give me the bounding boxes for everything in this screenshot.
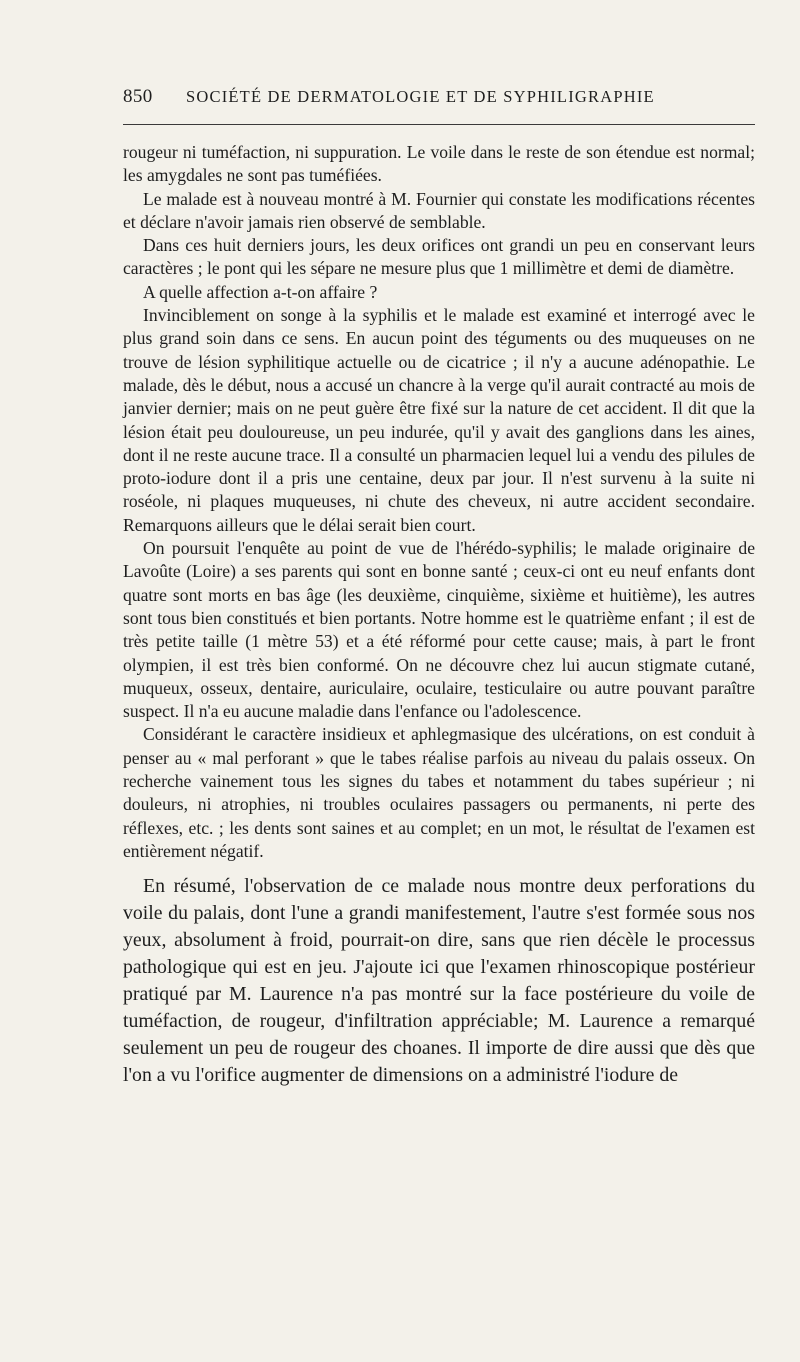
paragraph: A quelle affection a-t-on affaire ? bbox=[143, 281, 378, 302]
paragraph: Considérant le caractère insidieux et aphlegmasique des ulcérations, on est conduit à penser au « mal perforant » que le tabes réalise parfois au niveau du palais osseux. On recherche vainement tous les signes du tabes et notamment du tabes supérieur ; ni douleurs, ni atrophies, ni troubles oculaires passagers ou permanents, ni perte des réflexes, etc. ; les dents sont saines et au complet; en un mot, le résultat de l'examen est entièrement négatif. bbox=[123, 724, 755, 861]
paragraph: Le malade est à nouveau montré à M. Fournier qui constate les modifications récentes et déclare n'avoir jamais rien observé de semblable. bbox=[123, 188, 755, 232]
running-head bbox=[123, 86, 755, 108]
page-number: 850 bbox=[123, 86, 153, 107]
journal-title: SOCIÉTÉ DE DERMATOLOGIE ET DE SYPHILIGRAPHIE bbox=[186, 87, 655, 106]
paragraph: Dans ces huit derniers jours, les deux orifices ont grandi un peu en conservant leurs caractères ; le pont qui les sépare ne mesure plus que 1 millimètre et demi de diamètre. bbox=[123, 235, 755, 279]
paragraph: Invinciblement on songe à la syphilis et le malade est examiné et interrogé avec le plus grand soin dans ce sens. En aucun point des téguments ou des muqueuses on ne trouve de lésion syphilitique actuelle ou de cicatrice ; il n'y a aucune adénopathie. Le malade, dès le début, nous a accusé un chancre à la verge qu'il aurait contracté au mois de janvier dernier; mais on ne peut guère être fixé sur la nature de cet accident. Il dit que la lésion était peu douloureuse, un peu indurée, qu'il y avait des ganglions dans les aines, dont il ne reste aucune trace. Il a consulté un pharmacien lequel lui a vendu des pilules de proto-iodure dont il a pris une centaine, deux par jour. Il n'est survenu à la suite ni roséole, ni plaques muqueuses, ni chute des cheveux, ni autre accident secondaire. Remarquons ailleurs que le délai serait bien court. bbox=[123, 305, 755, 535]
paragraph-summary: En résumé, l'observation de ce malade nous montre deux perforations du voile du palais, dont l'une a grandi manifestement, l'autre s'est formée sous nos yeux, absolument à froid, pourrait-on dire, sans que rien décèle le processus pathologique qui est en jeu. J'ajoute ici que l'examen rhinoscopique postérieur pratiqué par M. Laurence n'a pas montré sur la face postérieure du voile de tuméfaction, de rougeur, d'infiltration appréciable; M. Laurence a remarqué seulement un peu de rougeur des choanes. Il importe de dire aussi que dès que l'on a vu l'orifice augmenter de dimensions on a administré l'iodure de bbox=[123, 875, 755, 1086]
paragraph: rougeur ni tuméfaction, ni suppuration. Le voile dans le reste de son étendue est normal; les amygdales ne sont pas tuméfiées. bbox=[123, 142, 755, 186]
paragraph: On poursuit l'enquête au point de vue de l'hérédo-syphilis; le malade originaire de Lavoûte (Loire) a ses parents qui sont en bonne santé ; ceux-ci ont eu neuf enfants dont quatre sont morts en bas âge (les deuxième, cinquième, sixième et huitième), les autres sont tous bien constitués et bien portants. Notre homme est le quatrième enfant ; il est de très petite taille (1 mètre 53) et a été réformé pour cette cause; mais, à part le front olympien, il est très bien conformé. On ne découvre chez lui aucun stigmate cutané, muqueux, osseux, dentaire, auriculaire, oculaire, testiculaire ou autre pouvant paraître suspect. Il n'a eu aucune maladie dans l'enfance ou l'adolescence. bbox=[123, 538, 755, 722]
header-rule bbox=[123, 124, 755, 125]
document-page bbox=[123, 0, 755, 1362]
body-text bbox=[123, 141, 755, 1088]
